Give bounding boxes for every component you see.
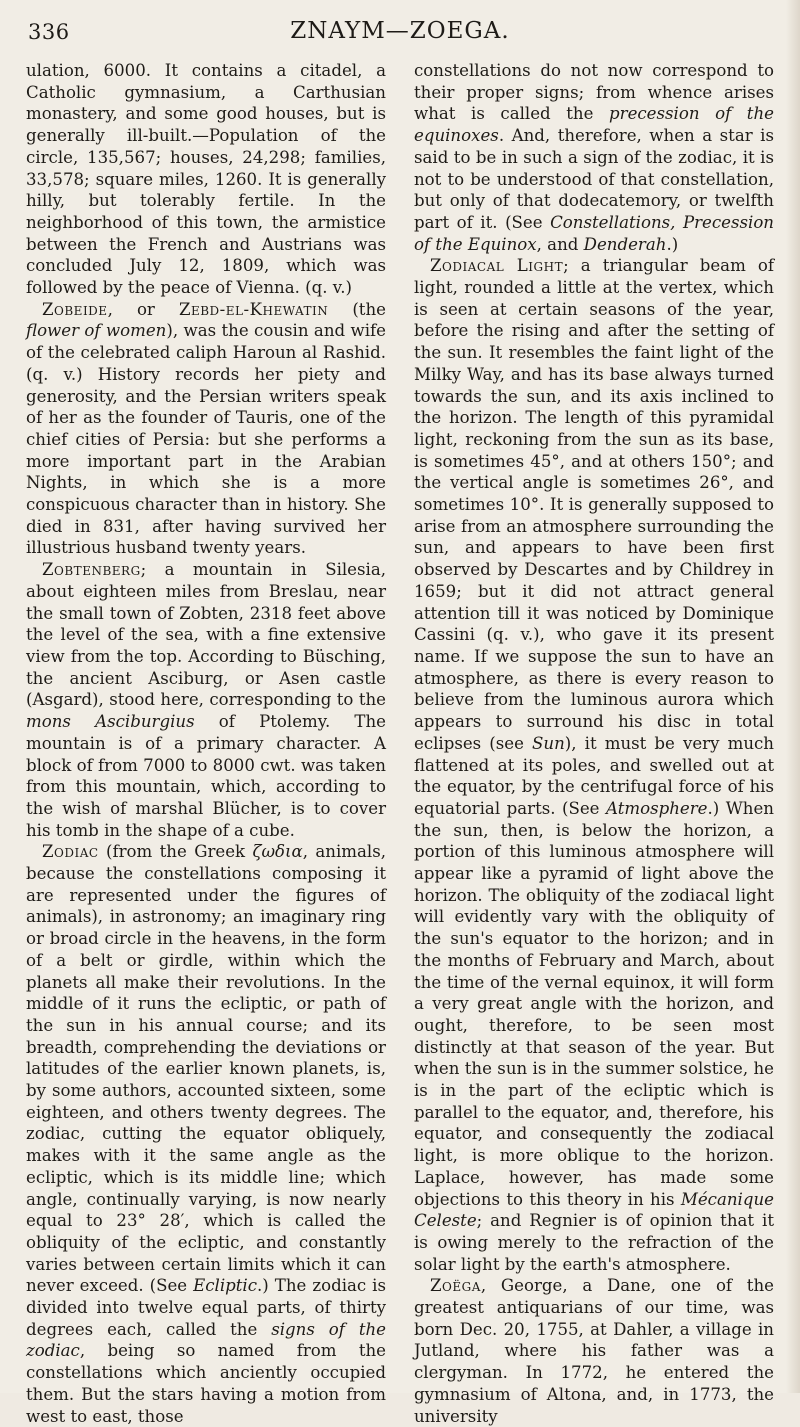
entry-text: (the [328, 299, 386, 319]
headword: Zodiac [42, 842, 99, 862]
entry-text: .) The zodiac is divided into twelve equal parts, of thirty degrees each, called the [26, 1276, 386, 1339]
cross-reference: Ecliptic [193, 1276, 258, 1296]
cross-reference: Constellations, Precession of the Equinox [414, 212, 774, 254]
page-header [22, 14, 778, 48]
entry-text: (from the Greek [98, 842, 253, 862]
entry-text: , and [536, 234, 584, 254]
cross-reference: Sun [532, 733, 565, 753]
entry-text: .) [666, 234, 679, 254]
entry-text: . And, therefore, when a star is said to be in such a sign of the zodiac, it is not to be understood of that constellation, but only of that dodecatemory, or twelfth part of it. (See [414, 126, 774, 232]
page-number: 336 [28, 20, 70, 44]
entry-text: ), was the cousin and wife of the celebrated caliph Haroun al Rashid. (q. v.) History records her piety and generosity, and the Persian writers speak of her as the founder of Tauris, one of the chief cities of Persia: but she performs a more important part in the Arabian Nights, in which she is a more conspicuous character than in history. She died in 831, after having survived her illustrious husband twenty years. [26, 321, 386, 558]
entry-text: ; a mountain in Silesia, about eighteen miles from Breslau, near the small town of Zobten, 2318 feet above the level of the sea, with a fine extensive view from the top. According to Büsching, the ancient Asciburg, or Asen castle (Asgard), stood here, corresponding to the [26, 560, 386, 710]
text-columns [26, 60, 774, 1427]
italic-text: Mécanique Celeste [414, 1189, 774, 1231]
cross-reference: Denderah [583, 234, 667, 254]
italic-text: signs of the zodiac [26, 1319, 386, 1361]
italic-text: precession of the equinoxes [414, 104, 774, 146]
italic-text: mons Asciburgius [26, 712, 195, 732]
page-edge-shadow [786, 0, 800, 1393]
entry-text: , being so named from the constellations which anciently occupied them. But the stars having a motion from west to east, those [26, 1341, 386, 1426]
cross-reference: Atmosphere [606, 798, 708, 818]
zodiac-continuation [414, 60, 774, 255]
entry-text: , animals, because the constellations composing it are represented under the figures of animals), in astronomy; an imaginary ring or broad circle in the heavens, in the form of a belt or girdle, within which the planets all make their revolutions. In the middle of it runs the ecliptic, or path of the sun in his annual course; and its breadth, comprehending the deviations or latitudes of the earlier known planets, is, by some authors, accounted sixteen, some eighteen, and others twenty degrees. The zodiac, cutting the equator obliquely, makes with it the same angle as the ecliptic, which is its middle line; which angle, continually varying, is now nearly equal to 23° 28′, which is called the obliquity of the ecliptic, and constantly varies between certain limits which it can never exceed. (See [26, 842, 386, 1296]
headword: Zobeide [42, 299, 108, 319]
entry-text: ; and Regnier is of opinion that it is owing merely to the refraction of the solar light by the earth's atmosphere. [414, 1211, 774, 1274]
right-column [414, 60, 774, 1427]
headword: Zobtenberg [42, 560, 141, 580]
entry-text: constellations do not now correspond to their proper signs; from whence arises what is called the [414, 61, 774, 124]
entry-zoega [414, 1275, 774, 1427]
headword: Zoëga [430, 1276, 481, 1296]
entry-zobeide [26, 299, 386, 559]
italic-text: flower of women [26, 321, 167, 341]
entry-text: ; a triangular beam of light, rounded a little at the vertex, which is seen at certain seasons of the year, before the rising and after the setting of the sun. It resembles the faint light of the Milky Way, and has its base always turned towards the sun, and its axis inclined to the horizon. The length of this pyramidal light, reckoning from the sun as its base, is sometimes 45°, and at others 150°; and the vertical angle is sometimes 26°, and sometimes 10°. It is generally supposed to arise from an atmosphere surrounding the sun, and appears to have been first observed by Descartes and by Childrey in 1659; but it did not attract general attention till it was noticed by Dominique Cassini (q. v.), who gave it its present name. If we suppose the sun to have an atmosphere, as there is every reason to believe from the luminous aurora which appears to surround his disc in total eclipses (see [414, 256, 774, 753]
entry-zodiac [26, 841, 386, 1427]
entry-text: .) When the sun, then, is below the horizon, a portion of this luminous atmosphere will appear like a pyramid of light above the horizon. The obliquity of the zodiacal light will evidently vary with the obliquity of the sun's equator to the horizon; and in the months of February and March, about the time of the vernal equinox, it will form a very great angle with the horizon, and ought, therefore, to be seen most distinctly at that season of the year. But when the sun is in the summer solstice, he is in the part of the ecliptic which is parallel to the equator, and, therefore, his equator, and consequently the zodiacal light, is more oblique to the horizon. Laplace, however, has made some objections to this theory in his [414, 798, 774, 1209]
greek-word: ζωδια [252, 842, 303, 862]
running-head: ZNAYM—ZOEGA. [290, 18, 510, 44]
znaym-continuation: ulation, 6000. It contains a citadel, a Catholic gymnasium, a Carthusian monastery, and some good houses, but is generally ill-built.—Population of the circle, 135,567; houses, 24,298; families, 33,578; square miles, 1260. It is generally hilly, but tolerably fertile. In the neighborhood of this town, the armistice between the French and Austrians was concluded July 12, 1809, which was followed by the peace of Vienna. (q. v.) [26, 61, 386, 298]
entry-text: , or [107, 299, 179, 319]
headword-alt: Zebd-el-Khewatin [178, 299, 329, 319]
entry-zobtenberg [26, 559, 386, 841]
left-column [26, 60, 386, 1427]
entry-text: , George, a Dane, one of the greatest antiquarians of our time, was born Dec. 20, 1755, at Dahler, a village in Jutland, where his father was a clergyman. In 1772, he entered the gymnasium of Altona, and, in 1773, the university [414, 1276, 774, 1426]
headword: Zodiacal Light [430, 256, 564, 276]
entry-zodiacal-light [414, 255, 774, 1275]
entry-text: ), it must be very much flattened at its poles, and swelled out at the equator, by the centrifugal force of his equatorial parts. (See [414, 733, 774, 818]
entry-text: of Ptolemy. The mountain is of a primary character. A block of from 7000 to 8000 cwt. was taken from this mountain, which, according to the wish of marshal Blücher, is to cover his tomb in the shape of a cube. [26, 712, 386, 840]
